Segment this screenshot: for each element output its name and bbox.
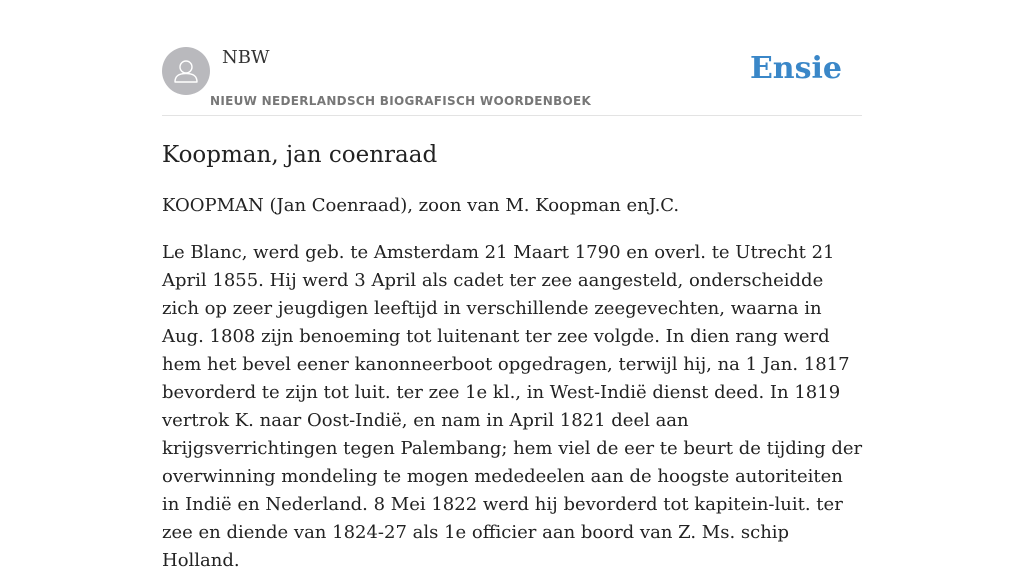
- source-avatar[interactable]: [162, 47, 210, 95]
- source-name-link[interactable]: NBW: [222, 47, 270, 68]
- article-paragraph: KOOPMAN (Jan Coenraad), zoon van M. Koopman enJ.C.: [162, 195, 680, 216]
- header: [162, 0, 862, 116]
- article-title: Koopman, jan coenraad: [162, 142, 438, 168]
- brand-logo-link[interactable]: Ensie: [749, 51, 842, 86]
- article-paragraph: Le Blanc, werd geb. te Amsterdam 21 Maart 1790 en overl. te Utrecht 21 April 1855. Hij werd 3 April als cadet ter zee aangesteld, onderscheidde zich op zeer jeugdigen leeftijd in verschillende zeegevechten, waarna in Aug. 1808 zijn benoeming tot luitenant ter zee volgde. In dien rang werd hem het bevel eener kanonneerboot opgedragen, terwijl hij, na 1 Jan. 1817 bevorderd te zijn tot luit. ter zee 1e kl., in West-Indië dienst deed. In 1819 vertrok K. naar Oost-Indië, en nam in April 1821 deel aan krijgsverrichtingen tegen Palembang; hem viel de eer te beurt de tijding der overwinning mondeling te mogen mededeelen aan de hoogste autoriteiten in Indië en Nederland. 8 Mei 1822 werd hij bevorderd tot kapitein-luit. ter zee en diende van 1824-27 als 1e officier aan boord van Z. Ms. schip Holland.: [162, 242, 863, 571]
- source-full-name: NIEUW NEDERLANDSCH BIOGRAFISCH WOORDENBOEK: [210, 94, 592, 108]
- user-icon: [162, 47, 210, 95]
